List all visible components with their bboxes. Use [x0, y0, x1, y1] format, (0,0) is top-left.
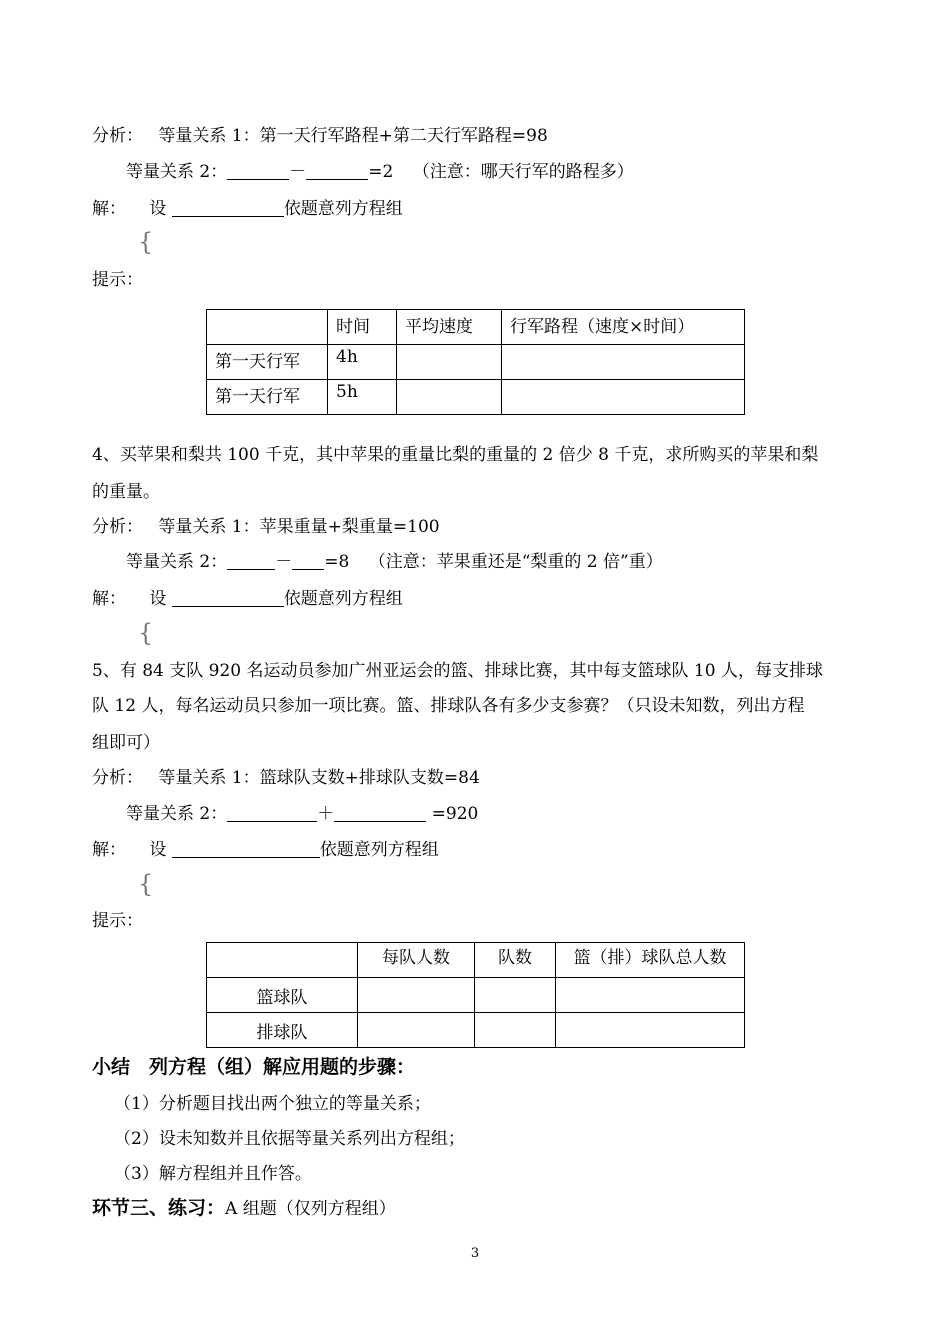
relation-1-label: 等量关系 1：: [158, 517, 260, 537]
solve-label: 解：: [92, 589, 126, 609]
solve-label: 解：: [92, 199, 126, 219]
table-cell[interactable]: [502, 345, 745, 380]
table-cell[interactable]: [397, 345, 502, 380]
table-row: [207, 345, 745, 380]
table-row: [207, 978, 745, 1013]
table-cell[interactable]: [358, 978, 475, 1013]
equation-system-brace: {: [138, 619, 154, 647]
table-header-cell: 时间: [328, 310, 397, 345]
team-table: [206, 942, 745, 1048]
table-row: [207, 380, 745, 415]
relation-1-label: 等量关系 1：: [158, 768, 260, 788]
fill-blank[interactable]: [227, 551, 275, 570]
table-header-row: [207, 943, 745, 978]
equation-system-brace: {: [138, 870, 154, 898]
relation-2-label: 等量关系 2：: [126, 162, 228, 182]
section-3-heading: [92, 1196, 396, 1221]
equals-value: =2: [368, 162, 394, 182]
table-cell[interactable]: [397, 380, 502, 415]
fill-blank[interactable]: [172, 198, 284, 217]
table-header-cell: 平均速度: [397, 310, 502, 345]
relation-2-note: （注意：苹果重还是“梨重的 2 倍”重）: [368, 552, 663, 572]
table-cell[interactable]: [358, 1013, 475, 1048]
p5-question-line-1: 5、有 84 支队 920 名运动员参加广州亚运会的篮、排球比赛，其中每支篮球队 10 人，每支排球: [92, 661, 823, 681]
analysis-label: 分析：: [92, 768, 143, 788]
solve-tail: 依题意列方程组: [319, 840, 439, 860]
summary-step: （1）分析题目找出两个独立的等量关系；: [114, 1094, 431, 1114]
fill-blank[interactable]: [227, 803, 317, 822]
table-cell[interactable]: [556, 978, 745, 1013]
equals-value: =920: [431, 804, 479, 824]
table-cell: 篮球队: [207, 978, 358, 1013]
equation-system-brace: {: [138, 228, 154, 256]
p3-relation-2-line: [126, 160, 634, 184]
table-cell: [207, 943, 358, 978]
fill-blank[interactable]: [227, 161, 289, 180]
fill-blank[interactable]: [306, 161, 368, 180]
table-cell: [207, 310, 328, 345]
solve-tail: 依题意列方程组: [283, 199, 403, 219]
table-cell: 第一天行军: [207, 345, 328, 380]
relation-1-text: 苹果重量+梨重量=100: [259, 517, 440, 537]
page-number: 3: [470, 1246, 480, 1261]
p5-relation-2-line: [126, 802, 478, 826]
solve-label: 解：: [92, 840, 126, 860]
p4-question-line-1: 4、买苹果和梨共 100 千克，其中苹果的重量比梨的重量的 2 倍少 8 千克，求所购买的苹果和梨: [92, 445, 819, 465]
table-header-cell: 队数: [475, 943, 556, 978]
table-header-cell: 篮（排）球队总人数: [556, 943, 745, 978]
fill-blank[interactable]: [334, 803, 426, 822]
march-table: [206, 309, 745, 415]
p5-solve-line: [92, 838, 439, 862]
section-3-subtitle: A 组题（仅列方程组）: [225, 1199, 396, 1219]
fill-blank[interactable]: [172, 839, 320, 858]
table-cell: 第一天行军: [207, 380, 328, 415]
section-3-title: 环节三、练习：: [92, 1197, 226, 1219]
table-row: [207, 1013, 745, 1048]
table-header-row: [207, 310, 745, 345]
solve-set: 设: [149, 589, 167, 609]
p4-solve-line: [92, 587, 403, 611]
relation-2-label: 等量关系 2：: [126, 804, 228, 824]
analysis-label: 分析：: [92, 517, 143, 537]
relation-2-note: （注意：哪天行军的路程多）: [412, 162, 634, 182]
fill-blank[interactable]: [292, 551, 324, 570]
p5-analysis-line: [92, 766, 480, 790]
summary-title: 小结 列方程（组）解应用题的步骤：: [92, 1056, 416, 1078]
solve-set: 设: [149, 199, 167, 219]
relation-1-text: 第一天行军路程+第二天行军路程=98: [259, 126, 548, 146]
summary-step: （2）设未知数并且依据等量关系列出方程组；: [114, 1129, 465, 1149]
p5-question-line-3: 组即可）: [92, 733, 160, 753]
table-header-cell: 每队人数: [358, 943, 475, 978]
table-cell: 排球队: [207, 1013, 358, 1048]
plus-sign: ＋: [317, 804, 335, 824]
minus-sign: －: [289, 162, 307, 182]
p3-solve-line: [92, 197, 403, 221]
p4-relation-2-line: [126, 550, 663, 574]
p5-question-line-2: 队 12 人，每名运动员只参加一项比赛。篮、排球队各有多少支参赛？（只设未知数，列出方程: [92, 696, 805, 716]
solve-tail: 依题意列方程组: [283, 589, 403, 609]
summary-step: （3）解方程组并且作答。: [114, 1164, 312, 1184]
p4-question-line-2: 的重量。: [92, 482, 160, 502]
table-cell[interactable]: [475, 1013, 556, 1048]
p3-analysis-line: [92, 124, 548, 148]
relation-2-label: 等量关系 2：: [126, 552, 228, 572]
fill-blank[interactable]: [172, 588, 284, 607]
equals-value: =8: [324, 552, 350, 572]
solve-set: 设: [149, 840, 167, 860]
table-cell[interactable]: [475, 978, 556, 1013]
hint-label: 提示：: [92, 911, 143, 931]
p4-analysis-line: [92, 515, 440, 539]
table-header-cell: 行军路程（速度×时间）: [502, 310, 745, 345]
relation-1-label: 等量关系 1：: [158, 126, 260, 146]
relation-1-text: 篮球队支数+排球队支数=84: [259, 768, 480, 788]
analysis-label: 分析：: [92, 126, 143, 146]
hint-label: 提示：: [92, 270, 143, 290]
table-cell: 5h: [328, 380, 397, 415]
table-cell: 4h: [328, 345, 397, 380]
table-cell[interactable]: [502, 380, 745, 415]
minus-sign: －: [275, 552, 293, 572]
table-cell[interactable]: [556, 1013, 745, 1048]
